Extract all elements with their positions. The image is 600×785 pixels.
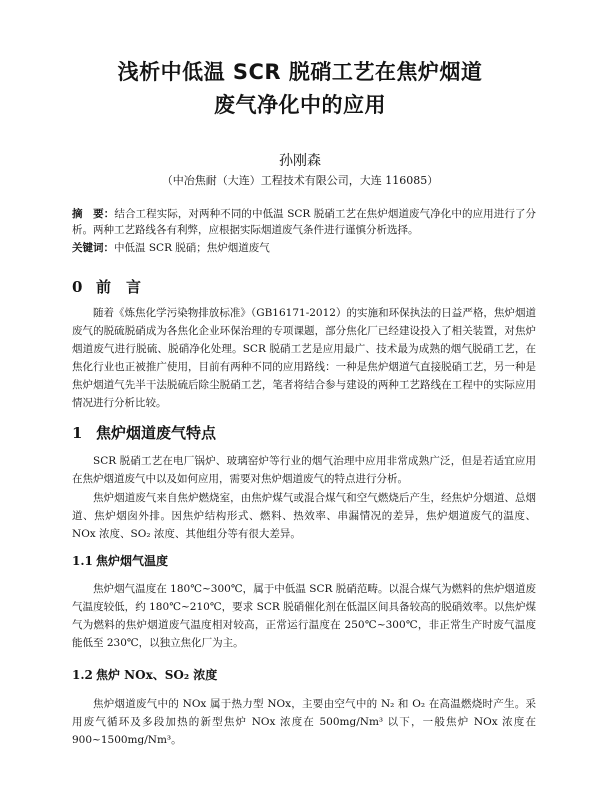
subsection-number: 1.2 — [72, 668, 93, 682]
section-1-paragraph-1: SCR 脱硝工艺在电厂锅炉、玻璃窑炉等行业的烟气治理中应用非常成熟广泛，但是若适宜应用在焦炉烟道废气中以及如何应用，需要对焦炉烟道废气的特点进行分析。 — [72, 455, 536, 485]
section-1-paragraph-2: 焦炉烟道废气来自焦炉燃烧室，由焦炉煤气或混合煤气和空气燃烧后产生，经焦炉分烟道、总烟道、焦炉烟囱外排。因焦炉结构形式、燃料、热效率、串漏情况的差异，焦炉烟道废气的温度、NOx 浓度、SO₂ 浓度、其他组分等有很大差异。 — [72, 492, 536, 540]
title-line-1: 浅析中低温 SCR 脱硝工艺在焦炉烟道 — [117, 60, 483, 84]
author-affiliation: （中冶焦耐（大连）工程技术有限公司，大连 116085） — [161, 174, 439, 187]
subsection-number: 1.1 — [72, 554, 93, 568]
title-line-2: 废气净化中的应用 — [214, 93, 386, 117]
keywords — [72, 240, 536, 256]
keywords-label: 关键词： — [72, 242, 114, 254]
section-heading-1 — [72, 422, 216, 443]
abstract-label: 摘 要： — [72, 208, 115, 220]
subsection-title: 焦炉烟气温度 — [96, 554, 169, 568]
paper-title — [0, 56, 600, 122]
subsection-1-2-paragraph: 焦炉烟道废气中的 NOx 属于热力型 NOx，主要由空气中的 N₂ 和 O₂ 在高温燃烧时产生。采用废气循环及多段加热的新型焦炉 NOx 浓度在 500mg/Nm³ 以下，一般焦炉 NOx 浓度在 900~1500mg/Nm³。 — [72, 698, 536, 746]
keywords-text: 中低温 SCR 脱硝；焦炉烟道废气 — [114, 242, 270, 254]
abstract — [72, 206, 536, 238]
section-title: 焦炉烟道废气特点 — [96, 424, 217, 442]
section-title: 前 言 — [96, 278, 142, 296]
abstract-text: 结合工程实际，对两种不同的中低温 SCR 脱硝工艺在焦炉烟道废气净化中的应用进行了分析。两种工艺路线各有利弊，应根据实际烟道废气条件进行谨慎分析选择。 — [72, 208, 537, 236]
subsection-1-1-paragraph: 焦炉烟气温度在 180℃~300℃，属于中低温 SCR 脱硝范畴。以混合煤气为燃料的焦炉烟道废气温度较低，约 180℃~210℃，要求 SCR 脱硝催化剂在低温区间具备较高的脱硝效率。以焦炉煤气为燃料的焦炉烟道废气温度相对较高，正常运行温度在 250℃~300℃，非正常生产时废气温度能低至 230℃，以独立焦化厂为主。 — [72, 583, 536, 649]
subsection-heading-1-2 — [72, 666, 217, 683]
section-number: 1 — [72, 424, 83, 442]
subsection-title: 焦炉 NOx、SO₂ 浓度 — [96, 668, 218, 682]
section-number: 0 — [72, 278, 83, 296]
section-0-paragraph: 随着《炼焦化学污染物排放标准》（GB16171-2012）的实施和环保执法的日益严格，焦炉烟道废气的脱硫脱硝成为各焦化企业环保治理的专项课题，部分焦化厂已经建设投入了相关装置，对焦炉烟道废气进行脱硫、脱硝净化处理。SCR 脱硝工艺是应用最广、技术最为成熟的烟气脱硝工艺，在焦化行业也正被推广使用，目前有两种不同的应用路线：一种是焦炉烟道气直接脱硝工艺，另一种是焦炉烟道气先半干法脱硫后除尘脱硝工艺，笔者将结合参与建设的两种工艺路线在工程中的实际应用情况进行分析比较。 — [72, 307, 536, 409]
section-heading-0 — [72, 276, 141, 297]
subsection-heading-1-1 — [72, 552, 168, 569]
author-name: 孙刚森 — [279, 153, 321, 169]
